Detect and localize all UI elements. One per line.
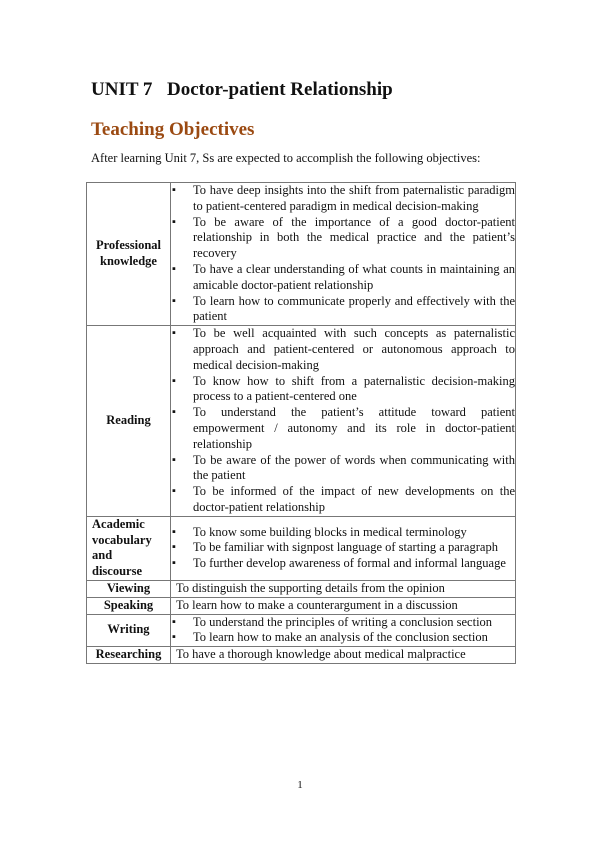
list-item: ▪ To be informed of the impact of new developments on the doctor-patient relationship (171, 484, 515, 516)
table-row-speaking (87, 597, 516, 614)
list-item: ▪ To have a clear understanding of what counts in maintaining an amicable doctor-patient relationship (171, 262, 515, 294)
list-item: ▪ To have deep insights into the shift from paternalistic paradigm to patient-centered paradigm in medical decision-making (171, 183, 515, 215)
category-academic-vocabulary: Academic vocabulary and discourse (87, 516, 171, 580)
table-row-professional-knowledge (87, 183, 516, 326)
table-row-writing (87, 614, 516, 647)
list-item: ▪ To further develop awareness of formal and informal language (171, 556, 515, 572)
content-professional-knowledge (171, 183, 516, 326)
list-item: ▪ To be aware of the power of words when communicating with the patient (171, 453, 515, 485)
bullet-list (171, 326, 515, 516)
category-speaking: Speaking (87, 597, 171, 614)
table-row-researching (87, 647, 516, 664)
unit-number: UNIT 7 (91, 79, 153, 100)
list-item: ▪ To know how to shift from a paternalistic decision-making process to a patient-centered one (171, 374, 515, 406)
list-item: ▪ To learn how to communicate properly and effectively with the patient (171, 294, 515, 326)
table-row-viewing (87, 580, 516, 597)
objectives-table (86, 182, 516, 664)
list-item: ▪ To understand the principles of writing a conclusion section (171, 615, 515, 631)
category-writing: Writing (87, 614, 171, 647)
bullet-list (171, 615, 515, 647)
list-item: ▪ To be familiar with signpost language of starting a paragraph (171, 540, 515, 556)
unit-name: Doctor-patient Relationship (167, 79, 393, 100)
category-viewing: Viewing (87, 580, 171, 597)
content-academic-vocabulary (171, 516, 516, 580)
list-item: ▪ To learn how to make an analysis of the conclusion section (171, 630, 515, 646)
table-row-academic (87, 516, 516, 580)
unit-title (91, 79, 393, 101)
content-researching: To have a thorough knowledge about medical malpractice (171, 647, 516, 664)
category-reading: Reading (87, 326, 171, 517)
content-viewing: To distinguish the supporting details from the opinion (171, 580, 516, 597)
list-item: ▪ To be well acquainted with such concepts as paternalistic approach and patient-centered or autonomous approach to medical decision-making (171, 326, 515, 373)
table-row-reading (87, 326, 516, 517)
teaching-objectives-heading: Teaching Objectives (91, 119, 255, 140)
content-speaking: To learn how to make a counterargument in a discussion (171, 597, 516, 614)
bullet-list (171, 183, 515, 325)
category-professional-knowledge: Professional knowledge (87, 183, 171, 326)
content-writing (171, 614, 516, 647)
list-item: ▪ To understand the patient’s attitude toward patient empowerment / autonomy and its role in doctor-patient relationship (171, 405, 515, 452)
page-number: 1 (297, 779, 303, 791)
bullet-list (171, 525, 515, 572)
list-item: ▪ To know some building blocks in medical terminology (171, 525, 515, 541)
content-reading (171, 326, 516, 517)
list-item: ▪ To be aware of the importance of a good doctor-patient relationship in both the medical practice and the patient’s recovery (171, 215, 515, 262)
intro-text: After learning Unit 7, Ss are expected to accomplish the following objectives: (91, 151, 481, 165)
category-researching: Researching (87, 647, 171, 664)
